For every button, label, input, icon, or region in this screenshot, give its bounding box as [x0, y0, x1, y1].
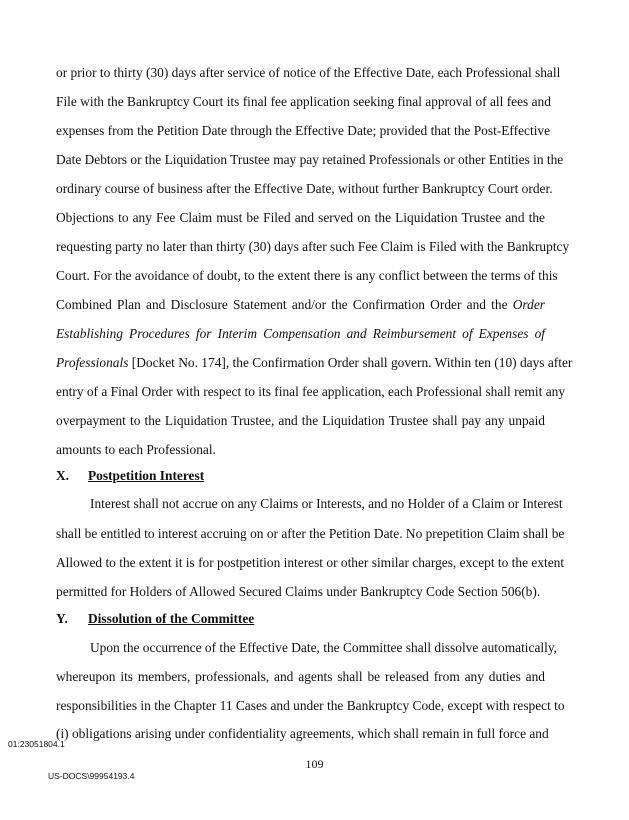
body-line: Court. For the avoidance of doubt, to the extent there is any conflict between the terms of this: [56, 268, 558, 283]
body-line: shall be entitled to interest accruing on or after the Petition Date. No prepetition Claim shall be: [56, 526, 565, 541]
body-line: permitted for Holders of Allowed Secured Claims under Bankruptcy Code Section 506(b).: [56, 584, 541, 599]
body-line: whereupon its members, professionals, and agents shall be released from any duties and: [56, 669, 545, 684]
body-line: File with the Bankruptcy Court its final fee application seeking final approval of all fees and: [56, 94, 551, 109]
body-line: ordinary course of business after the Effective Date, without further Bankruptcy Court order.: [56, 181, 553, 196]
section-letter: Y.: [56, 611, 68, 626]
body-line: (i) obligations arising under confidentiality agreements, which shall remain in full force and: [56, 726, 549, 741]
body-line: Upon the occurrence of the Effective Date, the Committee shall dissolve automatically,: [90, 640, 558, 655]
body-line: overpayment to the Liquidation Trustee, and the Liquidation Trustee shall pay any unpaid: [56, 413, 545, 428]
italic-citation: Establishing Procedures for Interim Compensation and Reimbursement of Expenses of: [56, 326, 545, 341]
footer-doc-id: US-DOCS\99954193.4: [48, 771, 135, 781]
italic-citation: Order: [512, 297, 545, 312]
footer-file-id: 01:23051804.1: [8, 739, 65, 749]
section-heading-x: [56, 467, 204, 485]
body-line: [56, 325, 545, 343]
body-line: Date Debtors or the Liquidation Trustee may pay retained Professionals or other Entities in the: [56, 152, 564, 167]
page-number: 109: [305, 757, 324, 771]
section-heading-y: [56, 610, 254, 628]
body-line: Interest shall not accrue on any Claims or Interests, and no Holder of a Claim or Interest: [90, 496, 563, 511]
body-line: responsibilities in the Chapter 11 Cases and under the Bankruptcy Code, except with respect to: [56, 698, 565, 713]
body-line: requesting party no later than thirty (30) days after such Fee Claim is Filed with the Bankruptcy: [56, 239, 570, 254]
section-letter: X.: [56, 468, 70, 483]
italic-citation: Professionals: [56, 355, 129, 370]
body-line: entry of a Final Order with respect to its final fee application, each Professional shall remit any: [56, 384, 566, 399]
body-line: or prior to thirty (30) days after service of notice of the Effective Date, each Professional shall: [56, 65, 561, 80]
body-line: Objections to any Fee Claim must be Filed and served on the Liquidation Trustee and the: [56, 210, 545, 225]
section-title: Postpetition Interest: [88, 468, 205, 483]
body-line: [56, 296, 545, 314]
body-line: [56, 354, 573, 372]
body-line: expenses from the Petition Date through the Effective Date; provided that the Post-Effective: [56, 123, 551, 138]
body-line: amounts to each Professional.: [56, 442, 216, 457]
body-text: Combined Plan and Disclosure Statement and/or the Confirmation Order and the: [56, 297, 508, 312]
section-title: Dissolution of the Committee: [88, 611, 255, 626]
body-line: Allowed to the extent it is for postpetition interest or other similar charges, except to the extent: [56, 555, 565, 570]
body-text: [Docket No. 174], the Confirmation Order shall govern. Within ten (10) days after: [128, 355, 573, 370]
